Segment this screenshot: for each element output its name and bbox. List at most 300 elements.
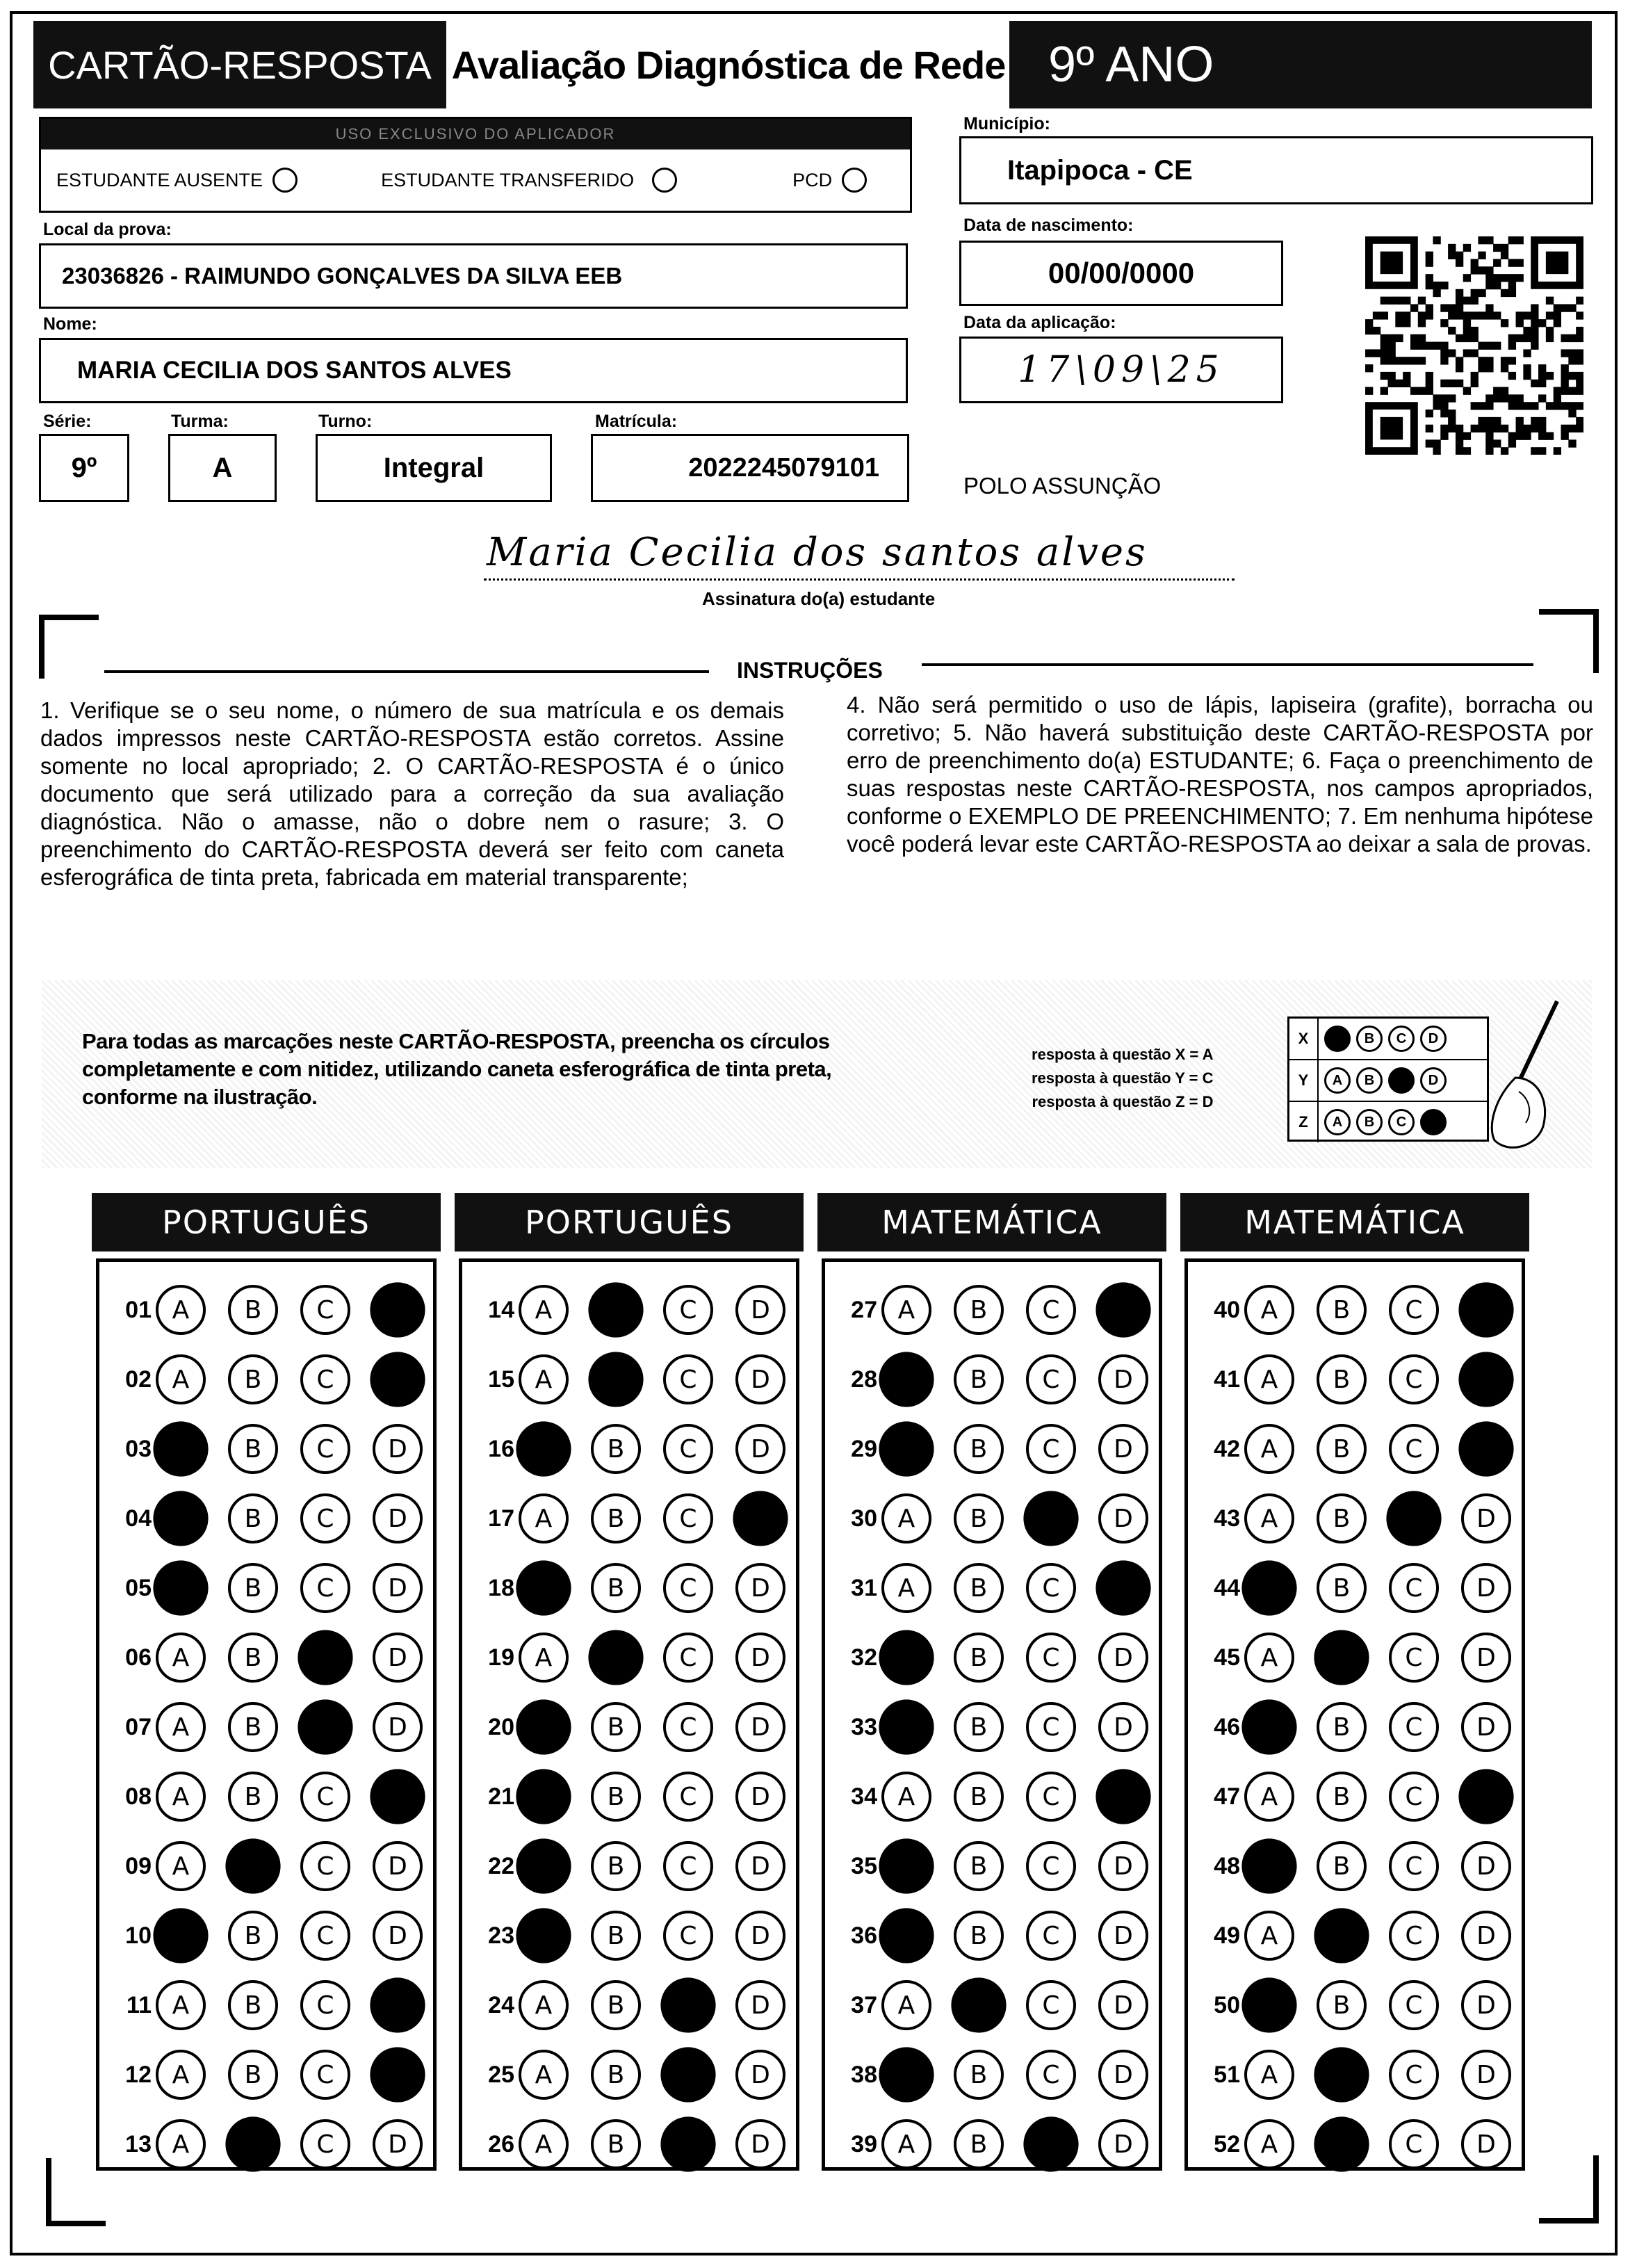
answer-bubble-d[interactable]: D [373,1424,423,1474]
answer-bubble-d[interactable] [370,1769,425,1824]
answer-bubble-c[interactable]: C [1026,1633,1076,1683]
pcd-bubble[interactable] [842,168,867,193]
answer-bubble-b[interactable]: B [228,1702,278,1752]
answer-bubble-c[interactable]: C [300,1285,350,1335]
turma-label: Turma: [171,412,229,431]
answer-bubble-c[interactable]: C [1389,1841,1439,1891]
matricula-label: Matrícula: [595,412,678,431]
answer-bubble-a[interactable] [516,1699,571,1754]
answer-bubble-d[interactable]: D [1098,1702,1148,1752]
question-row [107,1491,445,1546]
answer-bubble-a[interactable]: A [156,2119,206,2169]
answer-bubble-c[interactable] [660,2116,715,2171]
nascimento-field: 00/00/0000 [959,241,1283,306]
question-row [470,1838,808,1894]
answer-bubble-d[interactable]: D [735,2050,785,2100]
answer-bubble-c[interactable]: C [1026,2050,1076,2100]
answer-bubble-d[interactable] [370,1352,425,1407]
example-text: Para todas as marcações neste CARTÃO-RESPOSTA, preencha os círculos completamente e com nitidez, utilizando caneta esferográfica de tinta preta, conforme na ilustração. [82,1029,832,1109]
absent-bubble[interactable] [272,168,298,193]
answer-bubble-d[interactable]: D [1098,1841,1148,1891]
answer-bubble-a[interactable]: A [881,1563,931,1613]
answer-bubble-b[interactable] [1314,2047,1369,2102]
answer-bubble-d[interactable]: D [1098,1424,1148,1474]
answer-bubble-d[interactable] [370,1977,425,2032]
question-number: 45 [1214,1644,1240,1671]
answer-bubble-a[interactable] [153,1908,208,1963]
answer-bubble-c[interactable]: C [300,1772,350,1822]
question-row [107,2116,445,2172]
question-number: 43 [1214,1505,1240,1532]
answer-bubble-d[interactable]: D [1098,1354,1148,1404]
example-bubble: D [1420,1067,1447,1094]
answer-bubble-a[interactable]: A [1244,1633,1294,1683]
answer-bubble-b[interactable]: B [954,1424,1004,1474]
question-row [833,1630,1171,1685]
answer-bubble-b[interactable] [1314,1630,1369,1685]
example-row [1289,1019,1487,1060]
answer-bubble-b[interactable]: B [1317,1841,1367,1891]
answer-bubble-b[interactable]: B [954,1702,1004,1752]
answer-bubble-c[interactable]: C [1389,1911,1439,1961]
answer-bubble-a[interactable] [516,1908,571,1963]
answer-bubble-b[interactable]: B [591,1841,641,1891]
answer-bubble-b[interactable]: B [1317,1493,1367,1544]
answer-bubble-c[interactable]: C [1389,1354,1439,1404]
legend-z: resposta à questão Z = D [1032,1093,1214,1110]
answer-bubble-a[interactable]: A [881,2119,931,2169]
answer-bubble-d[interactable]: D [1461,2119,1511,2169]
instructions-title: INSTRUÇÕES [737,658,883,683]
answer-bubble-d[interactable]: D [373,1702,423,1752]
question-number: 23 [488,1922,514,1949]
answer-bubble-c[interactable] [1023,1491,1078,1546]
answer-bubble-d[interactable]: D [1461,1633,1511,1683]
example-bubble: A [1324,1067,1351,1094]
answer-bubble-b[interactable]: B [228,1424,278,1474]
answer-bubble-c[interactable]: C [663,1354,713,1404]
answer-bubble-a[interactable]: A [1244,1493,1294,1544]
question-row [107,1282,445,1338]
question-number: 46 [1214,1713,1240,1740]
answer-bubble-b[interactable]: B [591,1563,641,1613]
answer-bubble-c[interactable] [1386,1491,1441,1546]
answer-bubble-d[interactable]: D [1461,1911,1511,1961]
answer-bubble-a[interactable]: A [881,1980,931,2030]
question-row [833,1838,1171,1894]
answer-bubble-a[interactable] [1241,1977,1296,2032]
example-bubble: D [1420,1026,1447,1052]
answer-bubble-a[interactable]: A [519,2050,569,2100]
answer-bubble-a[interactable]: A [156,1841,206,1891]
question-row [1196,1908,1533,1963]
example-bubble [1388,1067,1415,1094]
answer-bubble-a[interactable]: A [1244,2050,1294,2100]
answer-bubble-a[interactable]: A [519,1285,569,1335]
answer-bubble-c[interactable]: C [300,1911,350,1961]
answer-bubble-c[interactable]: C [1026,1285,1076,1335]
answer-bubble-c[interactable] [660,1977,715,2032]
answer-bubble-d[interactable]: D [1461,1980,1511,2030]
local-label: Local da prova: [43,220,172,239]
question-row [833,1699,1171,1755]
question-number: 39 [851,2130,877,2157]
answer-bubble-c[interactable]: C [1026,1702,1076,1752]
answer-bubble-a[interactable] [879,2047,934,2102]
answer-bubble-c[interactable]: C [663,1424,713,1474]
answer-bubble-a[interactable] [153,1421,208,1476]
question-number: 29 [851,1435,877,1462]
answer-bubble-d[interactable]: D [373,1493,423,1544]
answer-bubble-b[interactable] [1314,1908,1369,1963]
answer-bubble-a[interactable] [1241,1560,1296,1615]
answer-bubble-a[interactable] [879,1630,934,1685]
question-row [833,1491,1171,1546]
transferred-bubble[interactable] [652,168,677,193]
answer-bubble-c[interactable]: C [300,1493,350,1544]
answer-bubble-c[interactable]: C [1389,1563,1439,1613]
answer-bubble-a[interactable]: A [519,1633,569,1683]
answer-bubble-a[interactable] [879,1908,934,1963]
answer-bubble-a[interactable]: A [156,2050,206,2100]
answer-bubble-b[interactable] [951,1977,1006,2032]
answer-bubble-b[interactable]: B [228,1911,278,1961]
answer-bubble-d[interactable]: D [373,2119,423,2169]
answer-bubble-c[interactable]: C [1389,1285,1439,1335]
answer-bubble-d[interactable]: D [1461,1841,1511,1891]
answer-bubble-a[interactable] [516,1560,571,1615]
answer-bubble-b[interactable]: B [228,1285,278,1335]
answer-bubble-a[interactable]: A [519,1980,569,2030]
answer-bubble-d[interactable]: D [735,2119,785,2169]
answer-bubble-c[interactable]: C [1389,2050,1439,2100]
answer-bubble-a[interactable]: A [519,1354,569,1404]
answer-bubble-b[interactable]: B [228,1772,278,1822]
answer-bubble-b[interactable]: B [591,1702,641,1752]
question-row [1196,2116,1533,2172]
question-number: 24 [488,1991,514,2018]
answer-bubble-a[interactable]: A [156,1633,206,1683]
corner-mark-br [1539,2155,1599,2224]
answer-bubble-c[interactable]: C [1026,1911,1076,1961]
answer-bubble-a[interactable]: A [156,1354,206,1404]
answer-bubble-d[interactable] [1458,1769,1513,1824]
answer-bubble-b[interactable]: B [228,1980,278,2030]
question-number: 27 [851,1296,877,1323]
question-number: 09 [125,1852,152,1879]
question-number: 48 [1214,1852,1240,1879]
answer-bubble-b[interactable]: B [954,2119,1004,2169]
answer-bubble-a[interactable]: A [1244,1285,1294,1335]
aplicacao-field[interactable]: 17\09\25 [959,337,1283,403]
answer-bubble-b[interactable]: B [954,1493,1004,1544]
qr-code [1365,236,1583,455]
answer-bubble-c[interactable]: C [300,1424,350,1474]
answer-bubble-c[interactable]: C [663,1285,713,1335]
answer-bubble-b[interactable]: B [1317,1980,1367,2030]
question-number: 19 [488,1644,514,1671]
answer-bubble-a[interactable] [879,1699,934,1754]
question-number: 52 [1214,2130,1240,2157]
answer-bubble-a[interactable]: A [156,1772,206,1822]
answer-bubble-c[interactable] [1023,2116,1078,2171]
answer-bubble-b[interactable]: B [228,1563,278,1613]
answer-bubble-a[interactable] [879,1421,934,1476]
answer-bubble-d[interactable]: D [373,1633,423,1683]
question-row [833,1352,1171,1407]
answer-bubble-b[interactable]: B [1317,1354,1367,1404]
answer-bubble-c[interactable]: C [1389,1424,1439,1474]
question-row [1196,1421,1533,1477]
answer-bubble-c[interactable]: C [1026,1841,1076,1891]
answer-bubble-d[interactable]: D [735,1633,785,1683]
answer-bubble-a[interactable]: A [881,1285,931,1335]
answer-bubble-a[interactable]: A [519,2119,569,2169]
example-bubble: B [1356,1109,1383,1135]
answer-bubble-b[interactable]: B [591,1911,641,1961]
answer-bubble-d[interactable] [733,1491,788,1546]
answer-bubble-a[interactable]: A [1244,1772,1294,1822]
answer-bubble-b[interactable] [588,1282,643,1337]
answer-bubble-a[interactable] [1241,1699,1296,1754]
answer-bubble-c[interactable]: C [663,1841,713,1891]
answer-bubble-c[interactable]: C [1026,1772,1076,1822]
answer-bubble-d[interactable]: D [735,1772,785,1822]
question-number: 28 [851,1366,877,1393]
example-grid [1287,1016,1489,1142]
answer-bubble-c[interactable]: C [300,2050,350,2100]
answer-bubble-b[interactable]: B [954,1772,1004,1822]
question-row [107,1699,445,1755]
answer-bubble-b[interactable]: B [954,1841,1004,1891]
answer-bubble-d[interactable]: D [735,1702,785,1752]
answer-bubble-b[interactable]: B [954,1911,1004,1961]
answer-bubble-d[interactable] [1096,1560,1150,1615]
question-row [833,2047,1171,2103]
name-label: Nome: [43,314,97,334]
answer-bubble-b[interactable]: B [591,1980,641,2030]
answer-bubble-a[interactable] [879,1838,934,1893]
answer-bubble-d[interactable] [1096,1282,1150,1337]
answer-bubble-c[interactable]: C [300,1980,350,2030]
answer-bubble-a[interactable] [879,1352,934,1407]
answer-bubble-d[interactable]: D [1461,2050,1511,2100]
answer-bubble-c[interactable]: C [1026,1424,1076,1474]
example-bubble: A [1324,1109,1351,1135]
question-row [470,1421,808,1477]
answer-bubble-c[interactable]: C [1026,1980,1076,2030]
question-row [1196,1282,1533,1338]
answer-bubble-b[interactable]: B [228,1633,278,1683]
answer-bubble-a[interactable]: A [519,1493,569,1544]
question-number: 16 [488,1435,514,1462]
answer-bubble-c[interactable] [298,1699,352,1754]
answer-bubble-d[interactable]: D [1461,1702,1511,1752]
answer-bubble-b[interactable]: B [591,1493,641,1544]
answer-bubble-b[interactable] [588,1630,643,1685]
answer-bubble-b[interactable]: B [1317,1285,1367,1335]
question-number: 11 [127,1991,152,2018]
header-grade: 9º ANO [1009,21,1592,108]
answer-bubble-c[interactable]: C [300,2119,350,2169]
answer-bubble-b[interactable]: B [1317,1424,1367,1474]
answer-bubble-c[interactable]: C [663,1772,713,1822]
answer-bubble-a[interactable] [153,1491,208,1546]
aplicacao-label: Data da aplicação: [963,313,1116,332]
municipio-field: Itapipoca - CE [959,136,1593,204]
polo-text: POLO ASSUNÇÃO [963,473,1162,499]
example-row-label: Y [1289,1060,1319,1101]
question-row [107,1977,445,2033]
answer-bubble-a[interactable]: A [1244,1911,1294,1961]
applicator-band: USO EXCLUSIVO DO APLICADOR [41,119,910,149]
answer-bubble-d[interactable] [370,2047,425,2102]
question-number: 15 [488,1366,514,1393]
question-number: 22 [488,1852,514,1879]
answer-bubble-c[interactable]: C [1389,1633,1439,1683]
applicator-box [39,117,912,213]
answer-bubble-b[interactable] [588,1352,643,1407]
answer-bubble-a[interactable] [516,1421,571,1476]
serie-field: 9º [39,434,129,502]
answer-bubble-a[interactable]: A [881,1772,931,1822]
answer-bubble-b[interactable]: B [228,1493,278,1544]
answer-bubble-d[interactable]: D [1461,1493,1511,1544]
answer-bubble-b[interactable]: B [954,1633,1004,1683]
example-bubble: C [1388,1109,1415,1135]
answer-bubble-c[interactable]: C [1389,1772,1439,1822]
answer-bubble-d[interactable]: D [735,1563,785,1613]
answer-bubble-c[interactable]: C [1026,1563,1076,1613]
answer-bubble-b[interactable]: B [228,1354,278,1404]
answer-bubble-d[interactable]: D [735,1354,785,1404]
answer-bubble-d[interactable]: D [735,1911,785,1961]
answer-bubble-b[interactable]: B [591,2119,641,2169]
answer-bubble-d[interactable]: D [735,1980,785,2030]
answer-bubble-d[interactable] [1458,1352,1513,1407]
answer-bubble-b[interactable] [225,2116,280,2171]
answer-bubble-d[interactable]: D [373,1841,423,1891]
answer-bubble-c[interactable]: C [300,1841,350,1891]
question-number: 03 [125,1435,152,1462]
answer-bubble-c[interactable]: C [1389,1980,1439,2030]
example-legend [1032,1043,1213,1114]
answer-bubble-d[interactable]: D [1098,2119,1148,2169]
answer-bubble-d[interactable] [370,1282,425,1337]
answer-bubble-c[interactable] [298,1630,352,1685]
answer-bubble-c[interactable] [660,2047,715,2102]
answer-bubble-d[interactable]: D [735,1424,785,1474]
answer-bubble-c[interactable]: C [1026,1354,1076,1404]
answer-bubble-d[interactable] [1458,1421,1513,1476]
answer-bubble-d[interactable]: D [735,1285,785,1335]
answer-bubble-b[interactable]: B [954,1354,1004,1404]
answer-bubble-d[interactable]: D [735,1841,785,1891]
answer-bubble-b[interactable]: B [591,1424,641,1474]
pen-hand-illustration [1488,994,1564,1161]
answer-bubble-c[interactable]: C [663,1563,713,1613]
answer-bubble-c[interactable]: C [1389,2119,1439,2169]
answer-bubble-b[interactable]: B [591,1772,641,1822]
answer-bubble-d[interactable]: D [1461,1563,1511,1613]
panel-header: MATEMÁTICA [817,1193,1166,1252]
answer-bubble-b[interactable]: B [1317,1563,1367,1613]
answer-bubble-a[interactable] [516,1838,571,1893]
example-row-label: Z [1289,1102,1319,1142]
answer-bubble-b[interactable]: B [954,2050,1004,2100]
answer-bubble-a[interactable]: A [156,1702,206,1752]
answer-bubble-c[interactable]: C [300,1563,350,1613]
answer-bubble-d[interactable]: D [373,1911,423,1961]
answer-bubble-c[interactable]: C [1389,1702,1439,1752]
answer-bubble-a[interactable]: A [1244,1424,1294,1474]
corner-mark-tl [39,615,99,679]
question-row [1196,1560,1533,1616]
answer-bubble-b[interactable]: B [1317,1702,1367,1752]
question-number: 47 [1214,1783,1240,1810]
question-number: 01 [125,1296,152,1323]
answer-bubble-a[interactable] [516,1769,571,1824]
question-number: 20 [488,1713,514,1740]
answer-bubble-a[interactable] [153,1560,208,1615]
answer-bubble-c[interactable]: C [663,1702,713,1752]
answer-bubble-c[interactable]: C [300,1354,350,1404]
example-row [1289,1102,1487,1142]
answer-bubble-d[interactable]: D [1098,1493,1148,1544]
panel-header: PORTUGUÊS [92,1193,441,1252]
local-field: 23036826 - RAIMUNDO GONÇALVES DA SILVA EEB [39,243,908,309]
answer-bubble-d[interactable]: D [1098,2050,1148,2100]
question-row [107,1630,445,1685]
question-row [107,2047,445,2103]
answer-bubble-b[interactable] [1314,2116,1369,2171]
answer-bubble-d[interactable]: D [1098,1980,1148,2030]
answer-bubble-a[interactable]: A [156,1285,206,1335]
answer-bubble-d[interactable] [1458,1282,1513,1337]
answer-bubble-c[interactable]: C [663,1911,713,1961]
answer-bubble-a[interactable]: A [1244,2119,1294,2169]
question-row [833,2116,1171,2172]
answer-bubble-d[interactable] [1096,1769,1150,1824]
question-number: 02 [125,1366,152,1393]
answer-bubble-b[interactable]: B [228,2050,278,2100]
answer-bubble-a[interactable]: A [881,1493,931,1544]
answer-bubble-d[interactable]: D [1098,1911,1148,1961]
answer-bubble-d[interactable]: D [1098,1633,1148,1683]
panel-header: PORTUGUÊS [455,1193,804,1252]
example-bubble: C [1388,1026,1415,1052]
answer-bubble-b[interactable]: B [1317,1772,1367,1822]
answer-bubble-d[interactable]: D [373,1563,423,1613]
answer-bubble-a[interactable]: A [1244,1354,1294,1404]
answer-bubble-b[interactable] [225,1838,280,1893]
answer-bubble-b[interactable]: B [954,1563,1004,1613]
question-number: 44 [1214,1574,1240,1601]
question-row [1196,1977,1533,2033]
answer-bubble-c[interactable]: C [663,1633,713,1683]
answer-bubble-b[interactable]: B [954,1285,1004,1335]
answer-bubble-c[interactable]: C [663,1493,713,1544]
question-row [833,1282,1171,1338]
question-number: 37 [851,1991,877,2018]
answer-bubble-b[interactable]: B [591,2050,641,2100]
question-row [470,1977,808,2033]
answer-bubble-a[interactable]: A [156,1980,206,2030]
answer-bubble-a[interactable] [1241,1838,1296,1893]
instructions-right: 4. Não será permitido o uso de lápis, lapiseira (grafite), borracha ou corretivo; 5. Não haverá substituição deste CARTÃO-RESPOSTA por erro de preenchimento do(a) ESTUDANTE; 6. Faça o preenchimento de suas respostas neste CARTÃO-RESPOSTA, nos campos apropriados, conforme o EXEMPLO DE PREENCHIMENTO; 7. Em nenhuma hipótese você poderá levar este CARTÃO-RESPOSTA ao deixar a sala de provas. [847,692,1593,857]
question-row [107,1352,445,1407]
question-row [1196,1491,1533,1546]
